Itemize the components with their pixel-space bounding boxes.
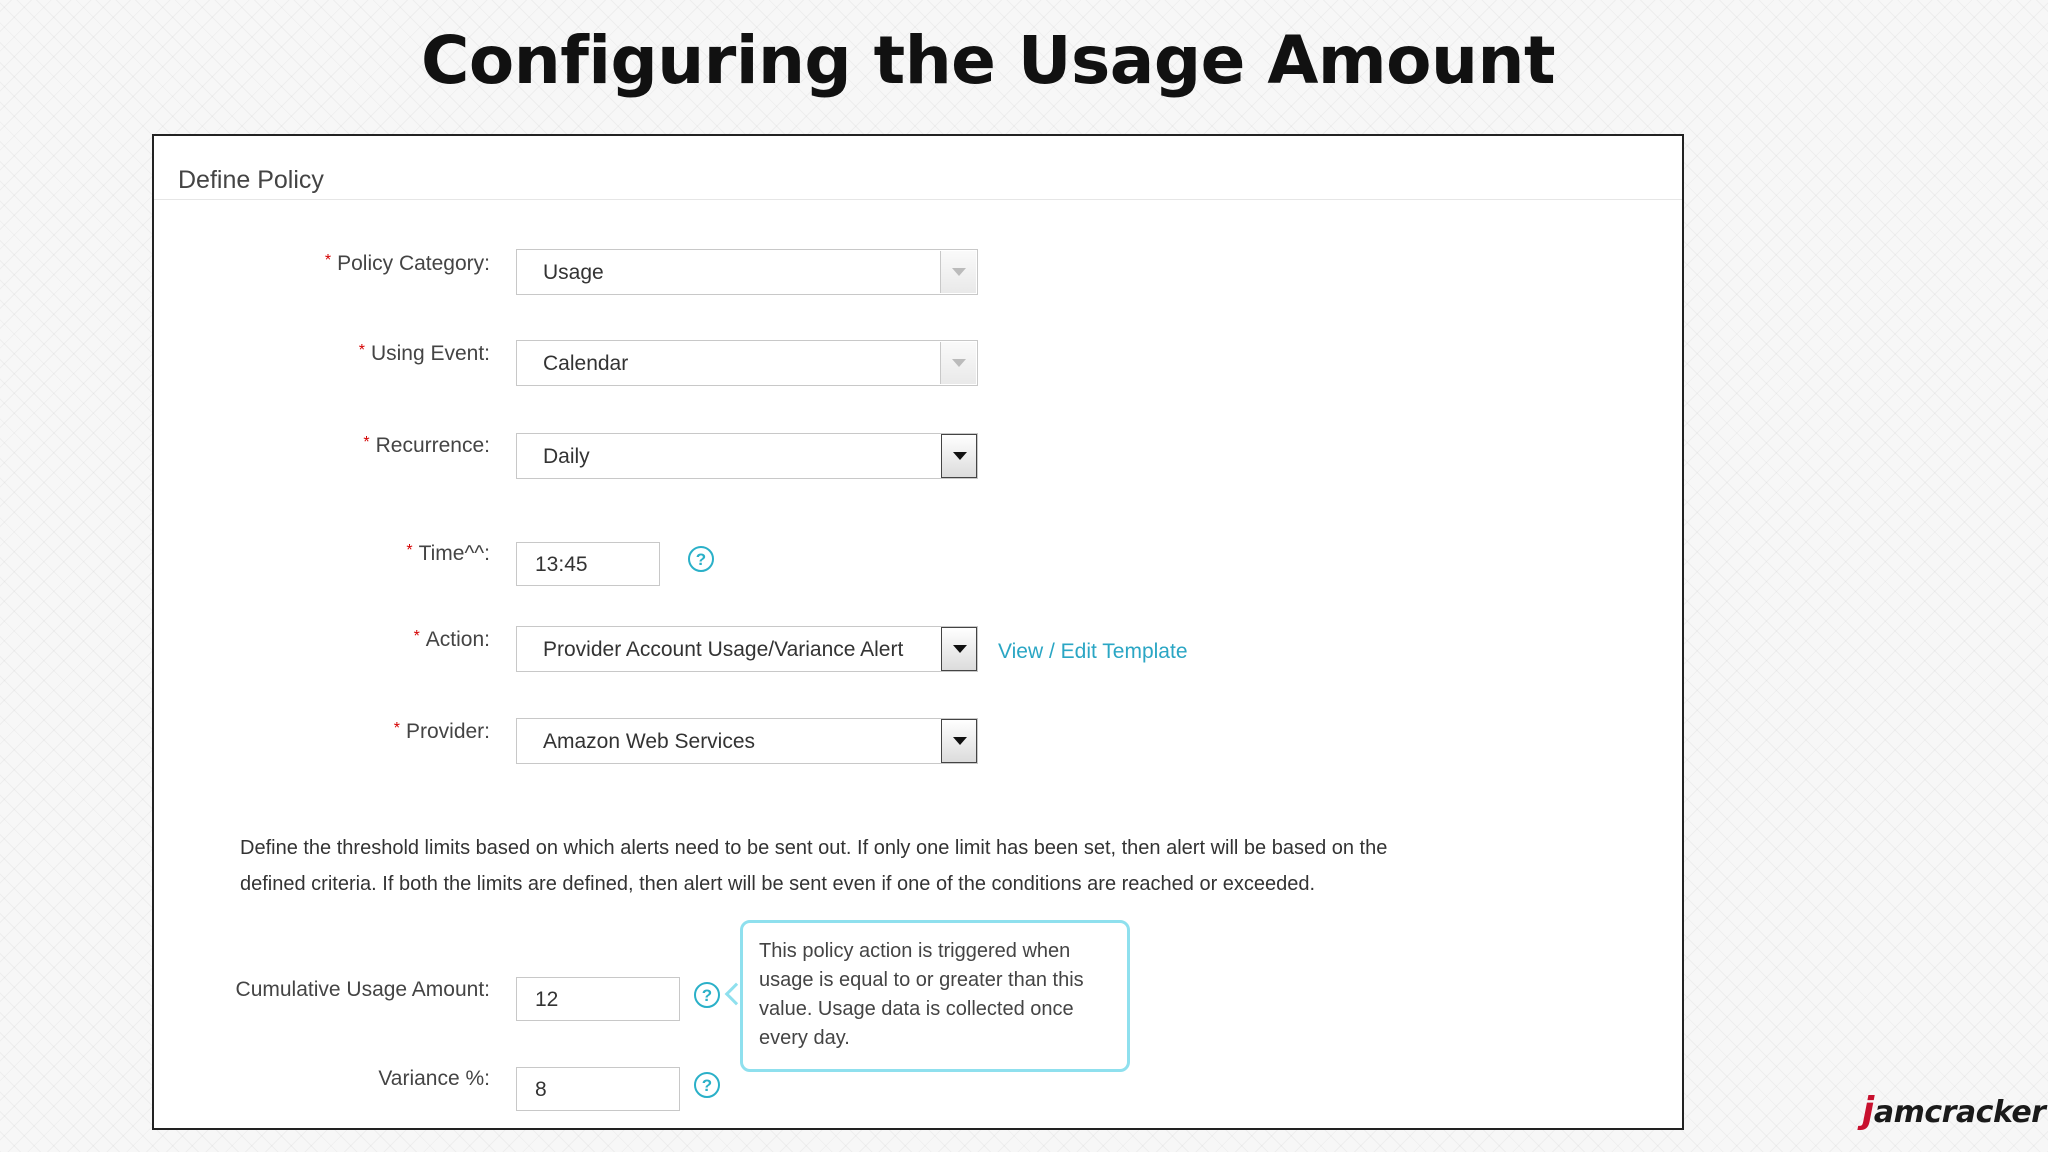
variance-input[interactable] <box>516 1067 680 1111</box>
action-label-text: Action: <box>425 628 490 651</box>
provider-value: Amazon Web Services <box>543 730 756 753</box>
time-value: 13:45 <box>535 553 588 576</box>
logo-text: amcracker <box>1873 1095 2046 1130</box>
required-marker: * <box>406 542 413 559</box>
action-select[interactable] <box>516 626 978 672</box>
required-marker: * <box>413 628 420 645</box>
required-marker: * <box>324 252 332 269</box>
required-marker: * <box>393 720 400 737</box>
slide-title: Configuring the Usage Amount <box>420 22 1556 99</box>
provider-select[interactable] <box>516 718 978 764</box>
time-label-text: Time^^: <box>418 542 490 565</box>
panel-title: Define Policy <box>178 166 324 194</box>
recurrence-label-text: Recurrence: <box>375 434 490 457</box>
action-label <box>414 628 490 652</box>
time-label <box>406 542 490 566</box>
help-icon[interactable]: ? <box>688 546 714 572</box>
policy-category-select[interactable] <box>516 249 978 295</box>
chevron-down-icon[interactable] <box>941 434 977 478</box>
variance-value: 8 <box>535 1078 547 1101</box>
help-icon[interactable]: ? <box>694 982 720 1008</box>
recurrence-value: Daily <box>543 445 590 468</box>
provider-label <box>394 720 490 744</box>
threshold-description: Define the threshold limits based on which alerts need to be sent out. If only one limit has been set, then alert will be based on the defined criteria. If both the limits are defined, then alert will be sent even if one of the conditions are reached or exceeded. <box>240 837 1388 895</box>
action-value: Provider Account Usage/Variance Alert <box>543 638 904 661</box>
chevron-down-icon[interactable] <box>941 627 977 671</box>
recurrence-label <box>363 434 490 458</box>
using-event-label-text: Using Event: <box>370 342 490 365</box>
panel-header <box>154 136 1682 200</box>
define-policy-panel <box>152 134 1684 1130</box>
jamcracker-logo <box>1862 1090 2045 1131</box>
cumulative-usage-label: Cumulative Usage Amount: <box>235 978 490 1001</box>
chevron-down-icon[interactable] <box>940 251 976 293</box>
using-event-select[interactable] <box>516 340 978 386</box>
policy-category-label <box>325 252 490 276</box>
required-marker: * <box>363 434 370 451</box>
using-event-value: Calendar <box>543 352 629 375</box>
help-icon[interactable]: ? <box>694 1072 720 1098</box>
policy-category-label-text: Policy Category: <box>337 252 490 275</box>
cumulative-usage-input[interactable] <box>516 977 680 1021</box>
time-input[interactable] <box>516 542 660 586</box>
usage-tooltip: This policy action is triggered when usage is equal to or greater than this value. Usage data is collected once every day. <box>740 920 1130 1072</box>
provider-label-text: Provider: <box>405 720 490 743</box>
chevron-down-icon[interactable] <box>940 342 976 384</box>
cumulative-usage-value: 12 <box>535 988 559 1011</box>
logo-mark: j <box>1862 1090 1874 1131</box>
chevron-down-icon[interactable] <box>941 719 977 763</box>
variance-label: Variance %: <box>378 1067 490 1090</box>
required-marker: * <box>358 342 365 359</box>
using-event-label <box>359 342 490 366</box>
recurrence-select[interactable] <box>516 433 978 479</box>
view-edit-template-link[interactable]: View / Edit Template <box>998 640 1188 663</box>
policy-category-value: Usage <box>543 261 604 284</box>
